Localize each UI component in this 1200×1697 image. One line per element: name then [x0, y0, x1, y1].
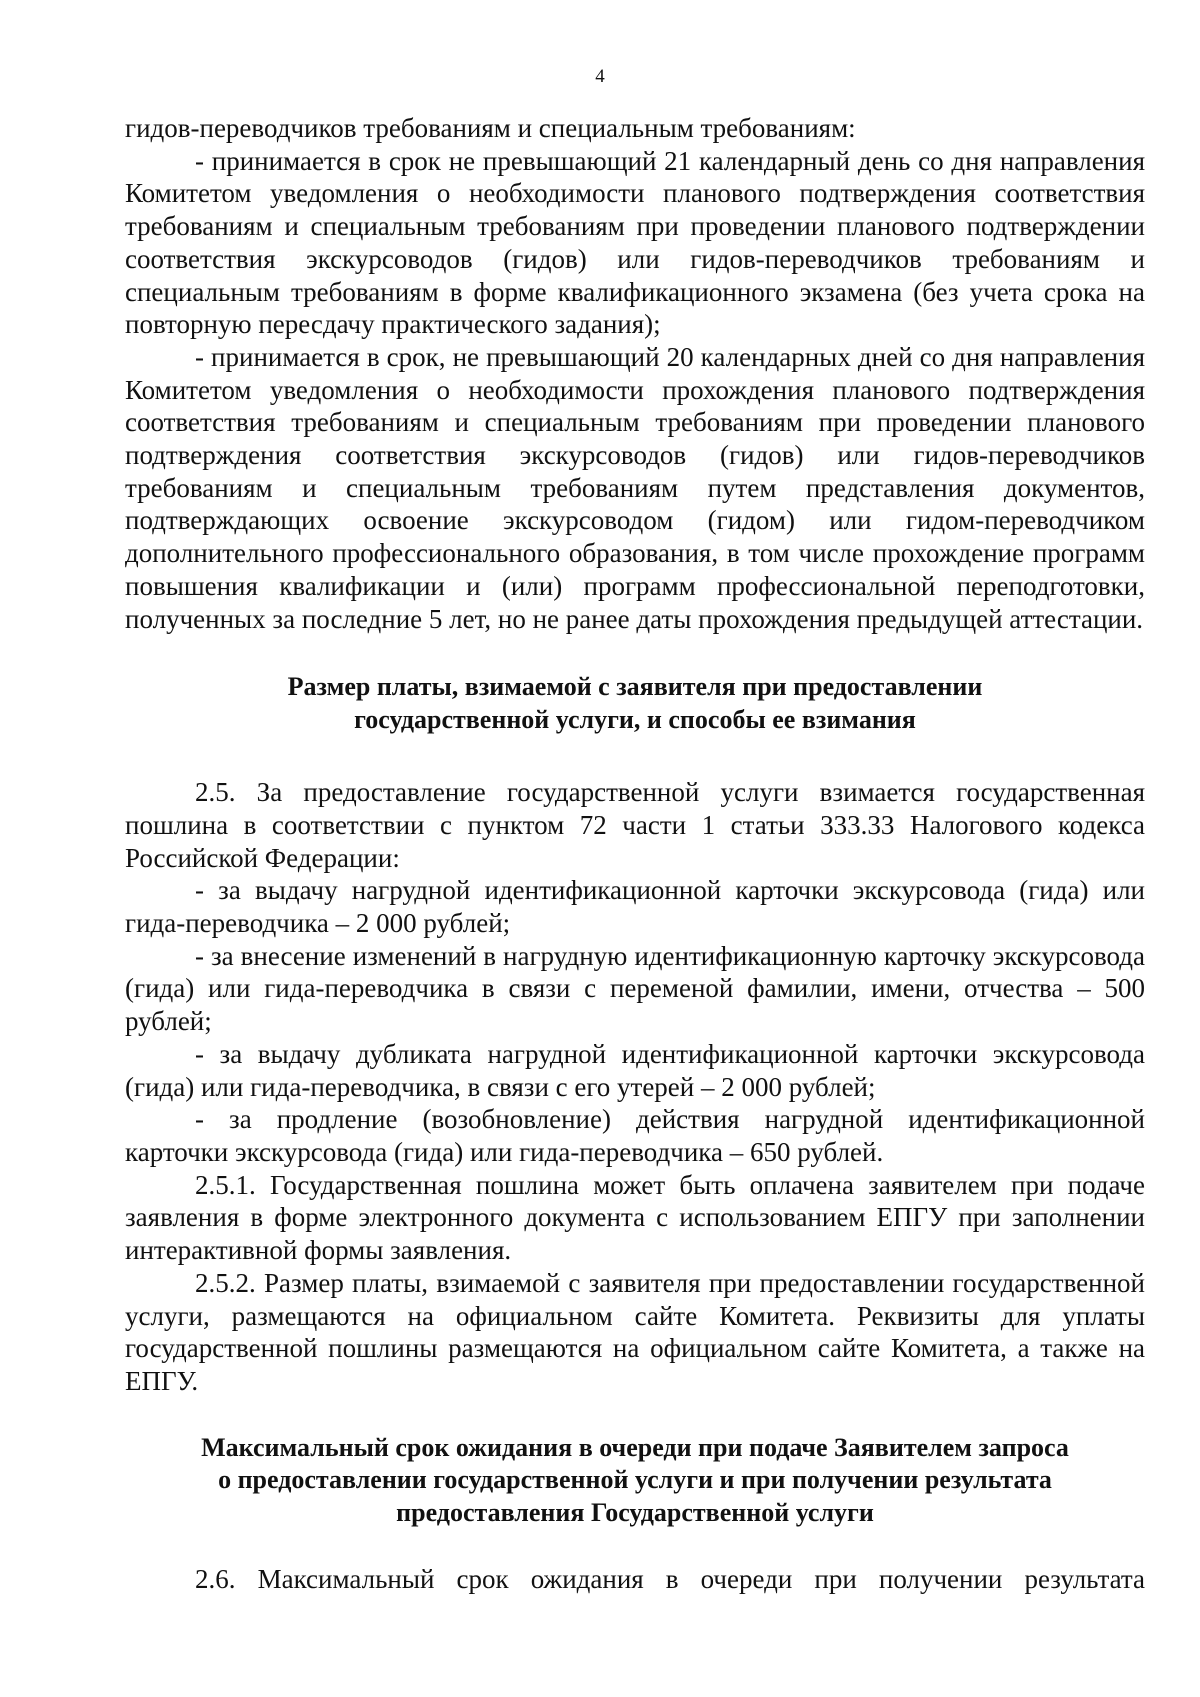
paragraph-2-6: 2.6. Максимальный срок ожидания в очереди при получении результата [195, 1564, 1145, 1595]
section-heading-queue [125, 1432, 1145, 1530]
list-item-fee-renewal: - за продление (возобновление) действия нагрудной идентификационной карточки экскурсовода (гида) или гида-переводчика – 650 рублей. [125, 1104, 1145, 1167]
heading-line: о предоставлении государственной услуги и при получении результата [218, 1465, 1052, 1495]
heading-line: предоставления Государственной услуги [396, 1497, 874, 1527]
paragraph-term-documents: - принимается в срок, не превышающий 20 календарных дней со дня направления Комитетом уведомления о необходимости прохождения планового подтверждения соответствия требованиям и специальным требованиям при проведении планового подтверждения соответствия экскурсоводов (гидов) или гидов-переводчиков требованиям и специальным требованиям путем представления документов, подтверждающих освоение экскурсоводом (гидом) или гидом-переводчиком дополнительного профессионального образования, в том числе прохождение программ повышения квалификации и (или) программ профессиональной переподготовки, полученных за последние 5 лет, но не ранее даты прохождения предыдущей аттестации. [125, 341, 1145, 634]
paragraph-2-5-2: 2.5.2. Размер платы, взимаемой с заявителя при предоставлении государственной услуги, размещаются на официальном сайте Комитета. Реквизиты для уплаты государственной пошлины размещаются на официальном сайте Комитета, а также на ЕПГУ. [125, 1267, 1145, 1396]
list-item-fee-change: - за внесение изменений в нагрудную идентификационную карточку экскурсовода (гида) или гида-переводчика в связи с переменой фамилии, имени, отчества – 500 рублей; [125, 940, 1145, 1037]
paragraph-continuation: гидов-переводчиков требованиям и специальным требованиям: [125, 113, 856, 143]
paragraph-2-5-1: 2.5.1. Государственная пошлина может быть оплачена заявителем при подаче заявления в форме электронного документа с использованием ЕПГУ при заполнении интерактивной формы заявления. [125, 1169, 1145, 1266]
document-body [125, 112, 1145, 1596]
page-number: 4 [595, 66, 605, 87]
list-item-fee-issue: - за выдачу нагрудной идентификационной карточки экскурсовода (гида) или гида-переводчика – 2 000 рублей; [125, 875, 1145, 939]
heading-line: государственной услуги, и способы ее взимания [354, 704, 916, 734]
paragraph-term-exam: - принимается в срок не превышающий 21 календарный день со дня направления Комитетом уведомления о необходимости планового подтверждения соответствия требованиям и специальным требованиям при проведении планового подтверждении соответствия экскурсоводов (гидов) или гидов-переводчиков требованиям и специальным требованиям в форме квалификационного экзамена (без учета срока на повторную пересдачу практического задания); [125, 145, 1145, 340]
heading-line: Размер платы, взимаемой с заявителя при предоставлении [287, 672, 983, 702]
heading-line: Максимальный срок ожидания в очереди при подаче Заявителем запроса [201, 1432, 1069, 1462]
list-item-fee-duplicate: - за выдачу дубликата нагрудной идентификационной карточки экскурсовода (гида) или гида-переводчика, в связи с его утерей – 2 000 рублей; [125, 1038, 1145, 1102]
paragraph-2-5: 2.5. За предоставление государственной услуги взимается государственная пошлина в соответствии с пунктом 72 части 1 статьи 333.33 Налогового кодекса Российской Федерации: [125, 777, 1145, 873]
section-heading-fee [125, 671, 1145, 736]
